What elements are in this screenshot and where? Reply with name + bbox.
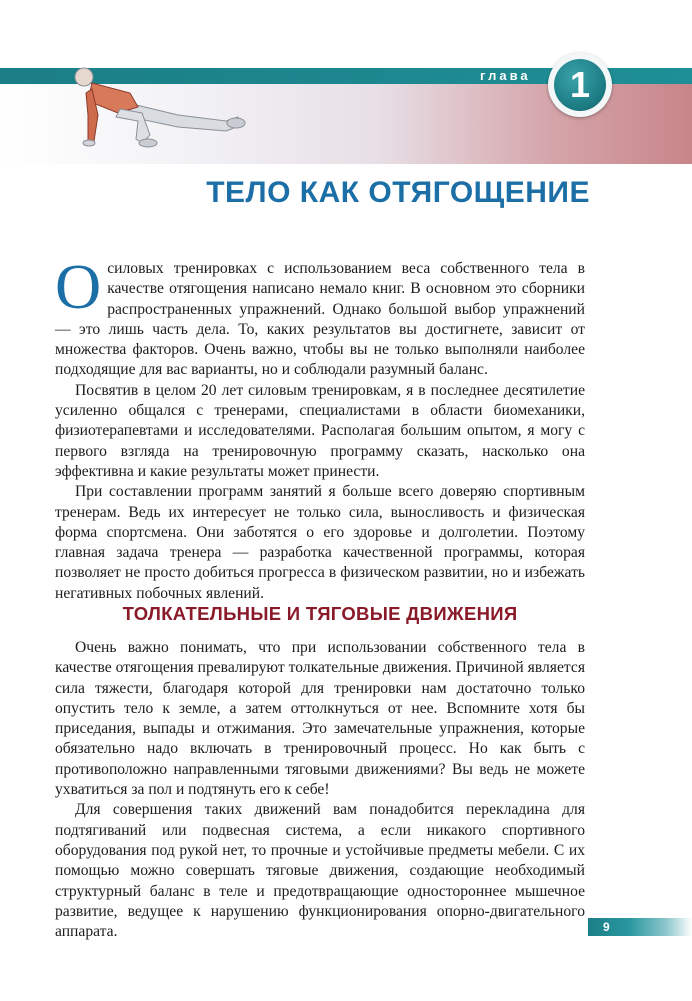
intro-paragraph-3: При составлении программ занятий я больше всего доверяю спортивным тренерам. Ведь их интересует не только сила, выносливость и физическая форма спортсмена. Они заботятся о его здоровье и долголетии. Поэтому главная задача тренера — разработка качественной программы, которая позволяет не просто добиться прогресса в физическом развитии, но и избежать негативных побочных явлений. xyxy=(55,483,585,602)
section-paragraph-2: Для совершения таких движений вам понадобится перекладина для подтягиваний или подвесная система, а если никакого спортивного оборудования под рукой нет, то прочные и устойчивые предметы мебели. С их помощью можно совершать тяговые движения, создающие необходимый структурный баланс в теле и предотвращающие одностороннее мышечное развитие, ведущее к нарушению функционирования опорно-двигательного аппарата. xyxy=(55,801,585,941)
intro-paragraph-1 xyxy=(55,251,585,381)
drop-cap: О xyxy=(55,251,102,322)
athlete-hand xyxy=(83,140,95,146)
athlete-head xyxy=(75,68,93,86)
intro-text xyxy=(55,251,585,604)
page-number: 9 xyxy=(603,920,610,934)
chapter-title: ТЕЛО КАК ОТЯГОЩЕНИЕ xyxy=(206,176,590,209)
section-heading: ТОЛКАТЕЛЬНЫЕ И ТЯГОВЫЕ ДВИЖЕНИЯ xyxy=(122,603,518,624)
athlete-front-foot xyxy=(139,139,157,147)
athlete-back-foot xyxy=(227,118,245,128)
section-paragraph-1: Очень важно понимать, что при использовании собственного тела в качестве отягощения превалируют толкательные движения. Причиной является сила тяжести, благодаря которой для тренировки нам достаточно только опустить тело к земле, а затем оттолкнуться от нее. Вспомните хотя бы приседания, выпады и отжимания. Это замечательные упражнения, которые обязательно надо включать в тренировочный процесс. Но как быть с противоположно направленными тяговыми движениями? Вы ведь не можете ухватиться за пол и подтянуть его к себе! xyxy=(55,639,585,799)
chapter-number: 1 xyxy=(554,59,606,111)
section-text xyxy=(55,638,585,942)
chapter-label: глава xyxy=(480,68,531,83)
athlete-illustration xyxy=(58,55,258,155)
intro-paragraph-2: Посвятив в целом 20 лет силовым тренировкам, я в последнее десятилетие усиленно общался с тренерами, специалистами в области биомеханики, физиотерапевтами и исследователями. Располагая большим опытом, я могу с первого взгляда на тренировочную программу сказать, насколько она эффективна и какие результаты может принести. xyxy=(55,381,585,480)
chapter-number-badge xyxy=(548,53,612,117)
intro-paragraph-1-text: силовых тренировках с использованием веса собственного тела в качестве отягощения написано немало книг. В основном это сборники распространенных упражнений. Однако большой выбор упражнений — это лишь часть дела. То, каких результатов вы достигнете, зависит от множества факторов. Очень важно, чтобы вы не только выполняли наиболее подходящие для вас варианты, но и соблюдали разумный баланс. xyxy=(55,260,585,379)
